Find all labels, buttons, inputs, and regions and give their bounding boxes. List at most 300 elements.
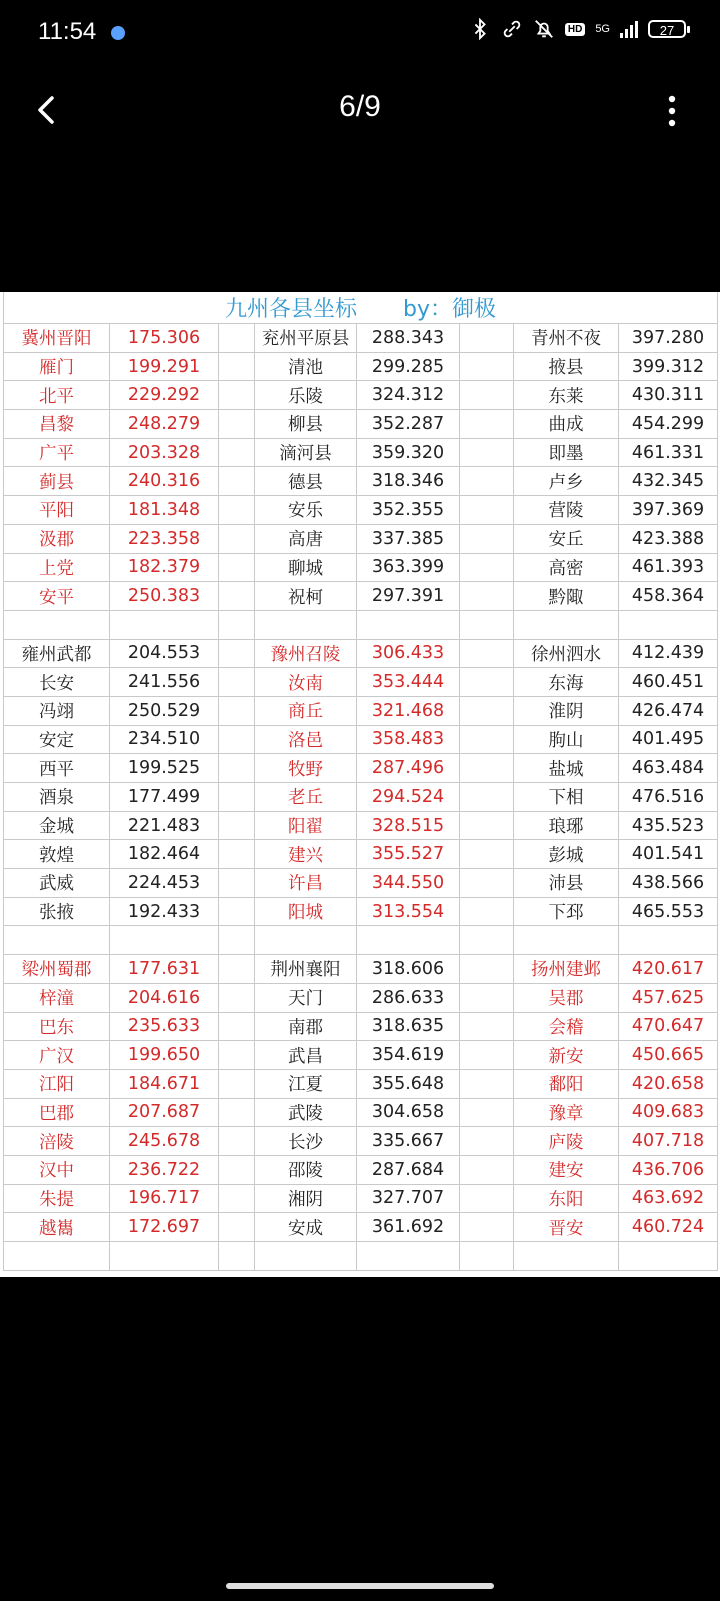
- place-name-cell: 鄱阳: [514, 1069, 619, 1098]
- coordinate-cell: 363.399: [357, 553, 460, 582]
- coordinate-cell: 203.328: [110, 438, 219, 467]
- place-name-cell: 巴郡: [4, 1098, 110, 1127]
- coordinate-cell: 221.483: [110, 811, 219, 840]
- separator-row: [4, 926, 718, 955]
- place-name-cell: 安成: [255, 1213, 357, 1242]
- empty-cell: [255, 610, 357, 639]
- table-row: [4, 1041, 718, 1070]
- place-name-cell: 安定: [4, 725, 110, 754]
- coordinate-cell: 287.684: [357, 1155, 460, 1184]
- empty-cell: [110, 610, 219, 639]
- table-row: [4, 582, 718, 611]
- place-name-cell: 青州不夜: [514, 324, 619, 353]
- coordinate-cell: 172.697: [110, 1213, 219, 1242]
- place-name-cell: 卢乡: [514, 467, 619, 496]
- coordinate-cell: 199.525: [110, 754, 219, 783]
- place-name-cell: 汉中: [4, 1155, 110, 1184]
- empty-cell: [219, 725, 255, 754]
- place-name-cell: 老丘: [255, 783, 357, 812]
- coordinate-cell: 184.671: [110, 1069, 219, 1098]
- coordinate-cell: 355.527: [357, 840, 460, 869]
- empty-cell: [219, 1069, 255, 1098]
- coordinate-cell: 420.658: [619, 1069, 718, 1098]
- coordinate-cell: 234.510: [110, 725, 219, 754]
- place-name-cell: 广汉: [4, 1041, 110, 1070]
- place-name-cell: 越巂: [4, 1213, 110, 1242]
- table-row: [4, 840, 718, 869]
- place-name-cell: 天门: [255, 983, 357, 1012]
- place-name-cell: 南郡: [255, 1012, 357, 1041]
- coordinate-cell: 306.433: [357, 639, 460, 668]
- place-name-cell: 广平: [4, 438, 110, 467]
- coordinate-cell: 412.439: [619, 639, 718, 668]
- coordinate-cell: 354.619: [357, 1041, 460, 1070]
- table-title-row: [4, 292, 718, 324]
- empty-cell: [110, 1242, 219, 1271]
- place-name-cell: 安丘: [514, 524, 619, 553]
- coordinate-cell: 353.444: [357, 668, 460, 697]
- place-name-cell: 武昌: [255, 1041, 357, 1070]
- empty-cell: [460, 1155, 514, 1184]
- network-label: 5G: [595, 23, 610, 35]
- coordinate-cell: 461.331: [619, 438, 718, 467]
- coordinate-cell: 432.345: [619, 467, 718, 496]
- coordinate-cell: 460.724: [619, 1213, 718, 1242]
- empty-cell: [460, 897, 514, 926]
- empty-cell: [357, 610, 460, 639]
- place-name-cell: 巴东: [4, 1012, 110, 1041]
- place-name-cell: 营陵: [514, 496, 619, 525]
- coordinate-cell: 328.515: [357, 811, 460, 840]
- bluetooth-icon: [469, 18, 491, 40]
- status-bar: [0, 0, 720, 66]
- coordinate-cell: 337.385: [357, 524, 460, 553]
- coordinate-cell: 288.343: [357, 324, 460, 353]
- coordinate-cell: 458.364: [619, 582, 718, 611]
- empty-cell: [619, 610, 718, 639]
- coordinate-cell: 241.556: [110, 668, 219, 697]
- place-name-cell: 吴郡: [514, 983, 619, 1012]
- empty-cell: [219, 438, 255, 467]
- coordinate-cell: 240.316: [110, 467, 219, 496]
- empty-cell: [219, 983, 255, 1012]
- place-name-cell: 许昌: [255, 869, 357, 898]
- coordinate-cell: 355.648: [357, 1069, 460, 1098]
- empty-cell: [460, 324, 514, 353]
- place-name-cell: 淮阴: [514, 696, 619, 725]
- notification-icon: [111, 26, 125, 40]
- more-options-icon[interactable]: [666, 94, 678, 128]
- place-name-cell: 清池: [255, 352, 357, 381]
- coordinate-cell: 335.667: [357, 1127, 460, 1156]
- empty-cell: [219, 811, 255, 840]
- empty-cell: [357, 1242, 460, 1271]
- table-row: [4, 381, 718, 410]
- empty-cell: [219, 783, 255, 812]
- separator-row: [4, 1242, 718, 1271]
- empty-cell: [460, 381, 514, 410]
- empty-cell: [460, 1041, 514, 1070]
- place-name-cell: 上党: [4, 553, 110, 582]
- place-name-cell: 蓟县: [4, 467, 110, 496]
- empty-cell: [460, 524, 514, 553]
- table-row: [4, 754, 718, 783]
- empty-cell: [514, 610, 619, 639]
- place-name-cell: 兖州平原县: [255, 324, 357, 353]
- place-name-cell: 建兴: [255, 840, 357, 869]
- coordinate-cell: 397.369: [619, 496, 718, 525]
- battery-level: 27: [659, 23, 675, 38]
- coordinate-cell: 318.346: [357, 467, 460, 496]
- coordinate-cell: 359.320: [357, 438, 460, 467]
- place-name-cell: 荆州襄阳: [255, 955, 357, 984]
- mute-icon: [533, 18, 555, 40]
- empty-cell: [460, 496, 514, 525]
- empty-cell: [460, 1184, 514, 1213]
- place-name-cell: 掖县: [514, 352, 619, 381]
- place-name-cell: 阳翟: [255, 811, 357, 840]
- empty-cell: [219, 553, 255, 582]
- place-name-cell: 柳县: [255, 410, 357, 439]
- table-row: [4, 438, 718, 467]
- table-title: [4, 292, 718, 324]
- place-name-cell: 乐陵: [255, 381, 357, 410]
- place-name-cell: 东阳: [514, 1184, 619, 1213]
- place-name-cell: 梁州蜀郡: [4, 955, 110, 984]
- empty-cell: [357, 926, 460, 955]
- empty-cell: [619, 926, 718, 955]
- battery-icon: [648, 20, 686, 38]
- place-name-cell: 长安: [4, 668, 110, 697]
- coordinate-cell: 327.707: [357, 1184, 460, 1213]
- place-name-cell: 高密: [514, 553, 619, 582]
- empty-cell: [219, 582, 255, 611]
- place-name-cell: 酒泉: [4, 783, 110, 812]
- table-row: [4, 1184, 718, 1213]
- table-row: [4, 696, 718, 725]
- coordinate-cell: 223.358: [110, 524, 219, 553]
- table-row: [4, 1155, 718, 1184]
- coordinate-cell: 461.393: [619, 553, 718, 582]
- table-row: [4, 410, 718, 439]
- empty-cell: [4, 1242, 110, 1271]
- coordinate-cell: 224.453: [110, 869, 219, 898]
- coordinate-cell: 423.388: [619, 524, 718, 553]
- empty-cell: [255, 1242, 357, 1271]
- coordinate-cell: 196.717: [110, 1184, 219, 1213]
- table-row: [4, 811, 718, 840]
- coordinate-cell: 352.287: [357, 410, 460, 439]
- place-name-cell: 牧野: [255, 754, 357, 783]
- place-name-cell: 冯翊: [4, 696, 110, 725]
- empty-cell: [219, 410, 255, 439]
- home-indicator[interactable]: [226, 1583, 494, 1589]
- coordinate-cell: 352.355: [357, 496, 460, 525]
- coordinate-cell: 407.718: [619, 1127, 718, 1156]
- place-name-cell: 下相: [514, 783, 619, 812]
- empty-cell: [219, 324, 255, 353]
- empty-cell: [219, 639, 255, 668]
- table-row: [4, 496, 718, 525]
- place-name-cell: 平阳: [4, 496, 110, 525]
- coordinate-cell: 299.285: [357, 352, 460, 381]
- empty-cell: [460, 352, 514, 381]
- coordinate-cell: 401.541: [619, 840, 718, 869]
- empty-cell: [460, 1012, 514, 1041]
- empty-cell: [460, 668, 514, 697]
- place-name-cell: 雍州武都: [4, 639, 110, 668]
- coordinate-cell: 324.312: [357, 381, 460, 410]
- table-row: [4, 897, 718, 926]
- empty-cell: [460, 696, 514, 725]
- empty-cell: [219, 1041, 255, 1070]
- place-name-cell: 涪陵: [4, 1127, 110, 1156]
- coordinate-cell: 318.606: [357, 955, 460, 984]
- place-name-cell: 安乐: [255, 496, 357, 525]
- link-icon: [501, 18, 523, 40]
- place-name-cell: 曲成: [514, 410, 619, 439]
- page-indicator: 6/9: [339, 90, 381, 123]
- place-name-cell: 祝柯: [255, 582, 357, 611]
- coordinate-cell: 177.631: [110, 955, 219, 984]
- empty-cell: [460, 840, 514, 869]
- place-name-cell: 黔陬: [514, 582, 619, 611]
- coordinate-cell: 294.524: [357, 783, 460, 812]
- coordinate-cell: 438.566: [619, 869, 718, 898]
- coordinate-cell: 313.554: [357, 897, 460, 926]
- empty-cell: [219, 1155, 255, 1184]
- coordinate-cell: 182.464: [110, 840, 219, 869]
- coordinate-cell: 435.523: [619, 811, 718, 840]
- coordinate-cell: 250.383: [110, 582, 219, 611]
- place-name-cell: 豫州召陵: [255, 639, 357, 668]
- empty-cell: [460, 639, 514, 668]
- coordinate-cell: 287.496: [357, 754, 460, 783]
- coordinate-cell: 236.722: [110, 1155, 219, 1184]
- empty-cell: [219, 840, 255, 869]
- coordinate-cell: 318.635: [357, 1012, 460, 1041]
- empty-cell: [219, 381, 255, 410]
- coordinate-sheet-image: [0, 292, 720, 1277]
- empty-cell: [219, 1012, 255, 1041]
- coordinate-cell: 358.483: [357, 725, 460, 754]
- place-name-cell: 江阳: [4, 1069, 110, 1098]
- empty-cell: [110, 926, 219, 955]
- empty-cell: [460, 811, 514, 840]
- empty-cell: [4, 926, 110, 955]
- empty-cell: [219, 610, 255, 639]
- place-name-cell: 下邳: [514, 897, 619, 926]
- empty-cell: [460, 725, 514, 754]
- coordinate-cell: 250.529: [110, 696, 219, 725]
- place-name-cell: 新安: [514, 1041, 619, 1070]
- table-row: [4, 524, 718, 553]
- status-time: 11:54: [38, 18, 97, 45]
- coordinate-table: [3, 292, 718, 1271]
- place-name-cell: 湘阴: [255, 1184, 357, 1213]
- coordinate-cell: 235.633: [110, 1012, 219, 1041]
- empty-cell: [460, 754, 514, 783]
- place-name-cell: 邵陵: [255, 1155, 357, 1184]
- place-name-cell: 会稽: [514, 1012, 619, 1041]
- table-row: [4, 869, 718, 898]
- empty-cell: [460, 582, 514, 611]
- empty-cell: [460, 553, 514, 582]
- place-name-cell: 德县: [255, 467, 357, 496]
- coordinate-cell: 229.292: [110, 381, 219, 410]
- empty-cell: [460, 467, 514, 496]
- coordinate-cell: 245.678: [110, 1127, 219, 1156]
- coordinate-cell: 454.299: [619, 410, 718, 439]
- table-row: [4, 783, 718, 812]
- place-name-cell: 晋安: [514, 1213, 619, 1242]
- place-name-cell: 金城: [4, 811, 110, 840]
- place-name-cell: 安平: [4, 582, 110, 611]
- coordinate-cell: 175.306: [110, 324, 219, 353]
- coordinate-cell: 204.616: [110, 983, 219, 1012]
- coordinate-cell: 436.706: [619, 1155, 718, 1184]
- coordinate-cell: 207.687: [110, 1098, 219, 1127]
- coordinate-cell: 470.647: [619, 1012, 718, 1041]
- empty-cell: [219, 955, 255, 984]
- empty-cell: [460, 983, 514, 1012]
- coordinate-cell: 344.550: [357, 869, 460, 898]
- place-name-cell: 聊城: [255, 553, 357, 582]
- coordinate-cell: 248.279: [110, 410, 219, 439]
- coordinate-cell: 177.499: [110, 783, 219, 812]
- hd-badge: HD: [565, 23, 585, 36]
- place-name-cell: 汲郡: [4, 524, 110, 553]
- coordinate-cell: 304.658: [357, 1098, 460, 1127]
- coordinate-cell: 463.692: [619, 1184, 718, 1213]
- table-author: by：御极: [403, 297, 497, 322]
- empty-cell: [460, 1213, 514, 1242]
- place-name-cell: 东莱: [514, 381, 619, 410]
- table-row: [4, 725, 718, 754]
- coordinate-cell: 401.495: [619, 725, 718, 754]
- place-name-cell: 即墨: [514, 438, 619, 467]
- place-name-cell: 长沙: [255, 1127, 357, 1156]
- table-row: [4, 983, 718, 1012]
- empty-cell: [460, 438, 514, 467]
- empty-cell: [219, 1184, 255, 1213]
- table-row: [4, 467, 718, 496]
- table-row: [4, 639, 718, 668]
- empty-cell: [219, 524, 255, 553]
- table-row: [4, 1213, 718, 1242]
- empty-cell: [219, 1213, 255, 1242]
- viewer-toolbar: [0, 72, 720, 148]
- coordinate-cell: 450.665: [619, 1041, 718, 1070]
- place-name-cell: 张掖: [4, 897, 110, 926]
- coordinate-cell: 321.468: [357, 696, 460, 725]
- empty-cell: [219, 754, 255, 783]
- table-row: [4, 1127, 718, 1156]
- empty-cell: [460, 1069, 514, 1098]
- empty-cell: [219, 869, 255, 898]
- coordinate-cell: 182.379: [110, 553, 219, 582]
- empty-cell: [219, 1242, 255, 1271]
- table-row: [4, 1098, 718, 1127]
- table-row: [4, 668, 718, 697]
- place-name-cell: 建安: [514, 1155, 619, 1184]
- coordinate-cell: 199.650: [110, 1041, 219, 1070]
- coordinate-cell: 420.617: [619, 955, 718, 984]
- place-name-cell: 高唐: [255, 524, 357, 553]
- place-name-cell: 庐陵: [514, 1127, 619, 1156]
- empty-cell: [460, 610, 514, 639]
- coordinate-cell: 181.348: [110, 496, 219, 525]
- empty-cell: [219, 496, 255, 525]
- empty-cell: [460, 1242, 514, 1271]
- place-name-cell: 西平: [4, 754, 110, 783]
- coordinate-cell: 204.553: [110, 639, 219, 668]
- place-name-cell: 冀州晋阳: [4, 324, 110, 353]
- coordinate-cell: 460.451: [619, 668, 718, 697]
- place-name-cell: 琅琊: [514, 811, 619, 840]
- place-name-cell: 朱提: [4, 1184, 110, 1213]
- place-name-cell: 北平: [4, 381, 110, 410]
- place-name-cell: 武陵: [255, 1098, 357, 1127]
- coordinate-cell: 361.692: [357, 1213, 460, 1242]
- coordinate-cell: 430.311: [619, 381, 718, 410]
- empty-cell: [219, 897, 255, 926]
- empty-cell: [514, 1242, 619, 1271]
- empty-cell: [460, 1098, 514, 1127]
- place-name-cell: 盐城: [514, 754, 619, 783]
- empty-cell: [460, 955, 514, 984]
- place-name-cell: 沛县: [514, 869, 619, 898]
- empty-cell: [219, 696, 255, 725]
- table-title-text: 九州各县坐标: [225, 297, 358, 322]
- place-name-cell: 洛邑: [255, 725, 357, 754]
- place-name-cell: 滴河县: [255, 438, 357, 467]
- empty-cell: [219, 668, 255, 697]
- signal-icon: [620, 20, 638, 38]
- place-name-cell: 敦煌: [4, 840, 110, 869]
- coordinate-cell: 457.625: [619, 983, 718, 1012]
- empty-cell: [514, 926, 619, 955]
- coordinate-cell: 463.484: [619, 754, 718, 783]
- empty-cell: [460, 869, 514, 898]
- place-name-cell: 徐州泗水: [514, 639, 619, 668]
- place-name-cell: 武威: [4, 869, 110, 898]
- coordinate-cell: 192.433: [110, 897, 219, 926]
- separator-row: [4, 610, 718, 639]
- coordinate-cell: 297.391: [357, 582, 460, 611]
- place-name-cell: 豫章: [514, 1098, 619, 1127]
- table-row: [4, 1069, 718, 1098]
- place-name-cell: 江夏: [255, 1069, 357, 1098]
- empty-cell: [219, 1098, 255, 1127]
- place-name-cell: 东海: [514, 668, 619, 697]
- empty-cell: [460, 926, 514, 955]
- empty-cell: [255, 926, 357, 955]
- coordinate-cell: 465.553: [619, 897, 718, 926]
- coordinate-cell: 476.516: [619, 783, 718, 812]
- empty-cell: [4, 610, 110, 639]
- place-name-cell: 彭城: [514, 840, 619, 869]
- place-name-cell: 梓潼: [4, 983, 110, 1012]
- empty-cell: [219, 467, 255, 496]
- empty-cell: [219, 352, 255, 381]
- coordinate-cell: 426.474: [619, 696, 718, 725]
- status-icons: [469, 18, 686, 40]
- place-name-cell: 扬州建邺: [514, 955, 619, 984]
- place-name-cell: 商丘: [255, 696, 357, 725]
- empty-cell: [619, 1242, 718, 1271]
- place-name-cell: 朐山: [514, 725, 619, 754]
